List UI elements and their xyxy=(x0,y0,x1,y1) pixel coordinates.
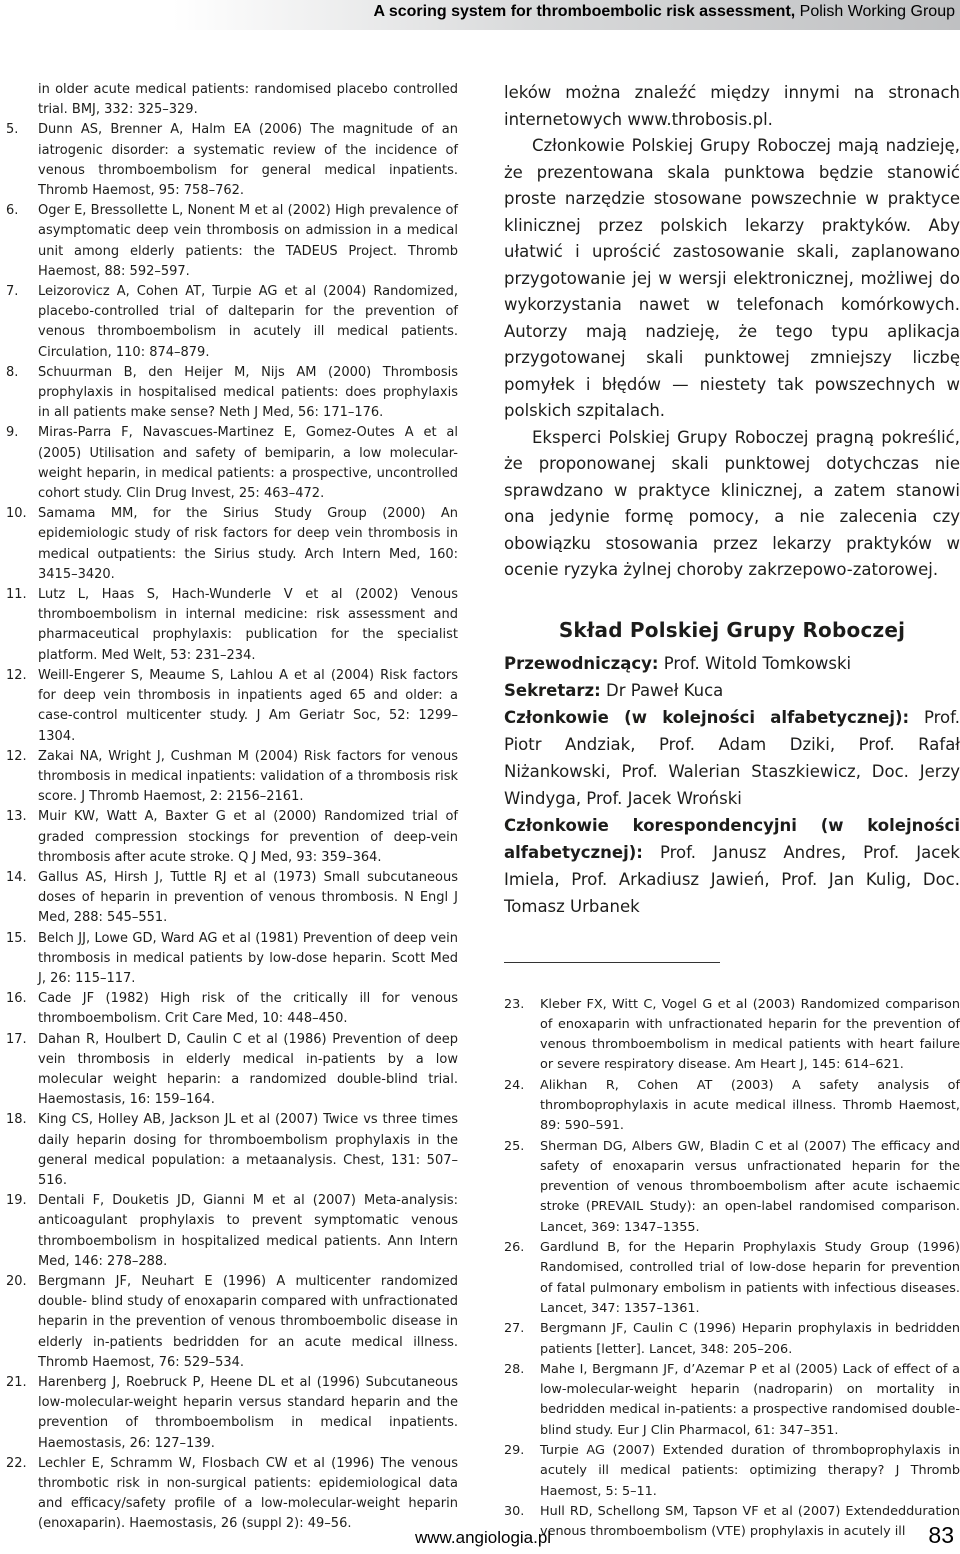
reference-item xyxy=(6,989,458,1029)
body-paragraph-3: Eksperci Polskiej Grupy Roboczej pragną pokreślić, że proponowanej skali punktowej dotychczas nie sprawdzano w praktyce klinicznej, a zatem stanowi ona jedynie formę pomocy, a nie zalecenia czy obowiązku stosowania przez lekarzy praktyków w ocenie ryzyka żylnej choroby zakrzepowo-zatorowej. xyxy=(504,427,960,579)
reference-item xyxy=(6,666,458,747)
reference-text: Harenberg J, Roebruck P, Heene DL et al (1996) Subcutaneous low-molecular-weight heparin versus standard heparin and the prevention of thromboembolism in medical inpatients. Haemostasis, 26: 127–139. xyxy=(38,1375,458,1451)
reference-text: Gallus AS, Hirsh J, Tuttle RJ et al (1973) Small subcutaneous doses of heparin in prevention of venous thrombosis. N Engl J Med, 288: 545–551. xyxy=(38,869,458,926)
reference-item xyxy=(6,585,458,666)
reference-item xyxy=(6,1454,458,1535)
reference-text: in older acute medical patients: randomised placebo controlled trial. BMJ, 332: 325–329. xyxy=(38,82,458,118)
reference-item xyxy=(6,282,458,363)
reference-number: 18. xyxy=(6,1112,27,1128)
right-column-references xyxy=(504,995,960,1543)
corresponding-label: Członkowie korespondencyjni (w kolejności alfabetycznej): xyxy=(504,815,960,862)
reference-text: Lechler E, Schramm W, Flosbach CW et al (1996) The venous thrombotic risk in non-surgical patients: epidemiological data and efficacy/safety profile of a low-molecular-weight heparin (enoxaparin). Haemostasis, 26 (suppl 2): 49–56. xyxy=(38,1455,458,1532)
body-paragraph-1: leków można znaleźć między innymi na stronach internetowych www.throbosis.pl. xyxy=(504,83,960,129)
reference-number: 6. xyxy=(6,203,19,219)
reference-item xyxy=(6,1373,458,1454)
reference-item xyxy=(6,1191,458,1272)
reference-text: Dentali F, Douketis JD, Gianni M et al (2007) Meta-analysis: anticoagulant prophylaxis to prevent symptomatic venous thromboembolism in hospitalized medical patients. Ann Intern Med, 146: 278–288. xyxy=(38,1193,458,1269)
reference-item xyxy=(6,423,458,504)
chair-value: Prof. Witold Tomkowski xyxy=(658,653,852,673)
reference-number: 16. xyxy=(6,991,27,1007)
reference-text: Sherman DG, Albers GW, Bladin C et al (2007) The efficacy and safety of enoxaparin versus unfractionated heparin for the prevention of venous thromboembolism after acute ischaemic stroke (PREVAIL Study): an open-label randomised comparison. Lancet, 369: 1347–1355. xyxy=(540,1138,960,1235)
reference-text: Bergmann JF, Neuhart E (1996) A multicenter randomized double- blind study of enoxaparin compared with unfractionated heparin in the prevention of venous thromboembolic disease in elderly in-patients bedridden for an acute medical illness. Thromb Haemost, 76: 529–534. xyxy=(38,1273,458,1370)
reference-item xyxy=(6,807,458,868)
reference-item xyxy=(504,1502,960,1543)
reference-item xyxy=(504,1441,960,1502)
secretary-label: Sekretarz: xyxy=(504,680,601,700)
reference-text: Miras-Parra F, Navascues-Martinez E, Gomez-Outes A et al (2005) Utilisation and safety of bemiparin, a low molecular-weight heparin, in medical patients: a prospective, uncontrolled cohort study. Clin Drug Invest, 25: 463–472. xyxy=(38,425,458,502)
reference-text: King CS, Holley AB, Jackson JL et al (2007) Twice vs three times daily heparin dosing for thromboembolism prophylaxis in the general medical population: a metaanalysis. Chest, 131: 507–516. xyxy=(38,1112,458,1188)
reference-number: 13. xyxy=(6,809,27,825)
left-column-references xyxy=(6,80,458,1535)
divider-rule xyxy=(504,962,720,963)
reference-item xyxy=(6,504,458,585)
reference-number: 9. xyxy=(6,425,19,441)
right-column xyxy=(504,80,960,1543)
footer-url: www.angiologia.pl xyxy=(415,1528,552,1547)
reference-text: Dunn AS, Brenner A, Halm EA (2006) The magnitude of an iatrogenic disorder: a systematic review of the incidence of venous thromboembolism for general medical inpatients. Thromb Haemost, 95: 758–762. xyxy=(38,122,458,199)
reference-text: Cade JF (1982) High risk of the critically ill for venous thromboembolism. Crit Care Med, 10: 448–450. xyxy=(38,991,458,1027)
reference-item xyxy=(504,1319,960,1360)
members-line xyxy=(504,704,960,812)
reference-text: Schuurman B, den Heijer M, Nijs AM (2000) Thrombosis prophylaxis in hospitalised medical patients: does prophylaxis in all patients make sense? Neth J Med, 56: 171–176. xyxy=(38,364,458,421)
reference-text: Lutz L, Haas S, Hach-Wunderle V et al (2002) Venous thromboembolism in internal medicine: risk assessment and pharmaceutical prophylaxis: publication for the specialist platform. Med Welt, 53: 231–234. xyxy=(38,587,458,663)
reference-item xyxy=(504,1137,960,1238)
reference-number: 8. xyxy=(6,364,19,380)
reference-text: Muir KW, Watt A, Baxter G et al (2000) Randomized trial of graded compression stockings for prevention of deep-vein thrombosis after acute stroke. Q J Med, 93: 359–364. xyxy=(38,809,458,865)
reference-number: 25. xyxy=(504,1138,525,1154)
reference-text: Kleber FX, Witt C, Vogel G et al (2003) Randomized comparison of enoxaparin with unfractionated heparin for the prevention of venous thromboembolism in medical patients with heart failure or severe respiratory disease. Am Heart J, 145: 614–621. xyxy=(540,996,960,1073)
reference-item xyxy=(6,120,458,201)
reference-item xyxy=(504,1076,960,1137)
reference-item xyxy=(504,995,960,1076)
reference-text: Belch JJ, Lowe GD, Ward AG et al (1981) Prevention of deep vein thrombosis in medical patients by low-dose heparin. Scott Med J, 26: 115–117. xyxy=(38,930,458,986)
reference-text: Alikhan R, Cohen AT (2003) A safety analysis of thromboprophylaxis in acute medical illness. Thromb Haemost, 89: 590–591. xyxy=(540,1077,960,1134)
secretary-line xyxy=(504,677,960,704)
secretary-value: Dr Paweł Kuca xyxy=(600,680,724,700)
chair-line xyxy=(504,650,960,677)
corresponding-value: Prof. Janusz Andres, Prof. Jacek Imiela, Prof. Arkadiusz Jawień, Prof. Jan Kulig, Doc. Tomasz Urbanek xyxy=(504,842,960,916)
reference-text: Weill-Engerer S, Meaume S, Lahlou A et al (2004) Risk factors for deep vein thrombosis in inpatients aged 65 and older: a case-control multicenter study. J Am Geriatr Soc, 52: 1299–1304. xyxy=(38,667,458,744)
reference-number: 11. xyxy=(6,587,27,603)
reference-number: 27. xyxy=(504,1321,525,1337)
reference-number: 23. xyxy=(504,996,525,1012)
reference-text: Leizorovicz A, Cohen AT, Turpie AG et al (2004) Randomized, placebo-controlled trial of dalteparin for the prevention of venous thromboembolism in acutely ill medical patients. Circulation, 110: 874–879. xyxy=(38,284,458,360)
reference-number: 7. xyxy=(6,284,19,300)
reference-text: Hull RD, Schellong SM, Tapson VF et al (2007) Extendedduration venous thromboembolism (VTE) prophylaxis in acutely ill xyxy=(540,1503,960,1540)
page-number: 83 xyxy=(928,1522,954,1548)
reference-number: 30. xyxy=(504,1503,525,1519)
reference-number: 14. xyxy=(6,869,27,885)
reference-item xyxy=(504,1360,960,1441)
reference-item xyxy=(6,868,458,929)
article-group: Polish Working Group xyxy=(795,3,955,20)
reference-number: 10. xyxy=(6,506,27,522)
reference-item xyxy=(6,1110,458,1191)
reference-item xyxy=(6,747,458,808)
reference-text: Mahe I, Bergmann JF, d’Azemar P et al (2005) Lack of effect of a low-molecular-weight heparin (nadroparin) on mortality in bedridden medical in-patients: a prospective randomised double-blind study. Eur J Clin Pharmacol, 61: 347–351. xyxy=(540,1361,960,1438)
reference-text: Bergmann JF, Caulin C (1996) Heparin prophylaxis in bedridden patients [letter]. Lancet, 348: 205–206. xyxy=(540,1321,960,1357)
reference-number: 17. xyxy=(6,1031,27,1047)
reference-number: 29. xyxy=(504,1443,525,1459)
members-value: Prof. Piotr Andziak, Prof. Adam Dziki, Prof. Rafał Niżankowski, Prof. Walerian Staszkiewicz, Doc. Jerzy Windyga, Prof. Jacek Wroński xyxy=(504,707,960,808)
reference-item xyxy=(6,201,458,282)
reference-number: 26. xyxy=(504,1240,525,1256)
reference-number: 20. xyxy=(6,1273,27,1289)
corresponding-members-line xyxy=(504,812,960,920)
reference-text: Samama MM, for the Sirius Study Group (2000) An epidemiologic study of risk factors for deep vein thrombosis in medical outpatients: the Sirius study. Arch Intern Med, 160: 3415–3420. xyxy=(38,506,458,582)
reference-number: 22. xyxy=(6,1455,27,1471)
reference-number: 19. xyxy=(6,1193,27,1209)
reference-number: 21. xyxy=(6,1375,27,1390)
reference-text: Zakai NA, Wright J, Cushman M (2004) Risk factors for venous thrombosis in medical inpatients: validation of a thrombosis risk score. J Thromb Haemost, 2: 2156–2161. xyxy=(38,748,458,805)
reference-item xyxy=(6,1030,458,1111)
reference-item xyxy=(6,1272,458,1373)
reference-number: 12. xyxy=(6,667,27,683)
reference-item xyxy=(6,80,458,120)
section-heading: Skład Polskiej Grupy Roboczej xyxy=(558,617,906,642)
reference-item xyxy=(504,1238,960,1319)
reference-text: Turpie AG (2007) Extended duration of thromboprophylaxis in acutely ill medical patients: optimizing therapy? J Thromb Haemost, 5: 5–11. xyxy=(540,1443,960,1499)
reference-text: Oger E, Bressollette L, Nonent M et al (2002) High prevalence of asymptomatic deep vein thrombosis on admission in a medical unit among elderly patients: the TADEUS Project. Thromb Haemost, 88: 592–597. xyxy=(38,203,458,279)
chair-label: Przewodniczący: xyxy=(504,653,659,673)
reference-text: Gardlund B, for the Heparin Prophylaxis Study Group (1996) Randomised, controlled trial of low-dose heparin for prevention of fatal pulmonary embolism in patients with infectious diseases. Lancet, 347: 1357–1361. xyxy=(540,1240,960,1316)
reference-number: 28. xyxy=(504,1361,525,1377)
running-header-text xyxy=(373,3,955,21)
members-label: Członkowie (w kolejności alfabetycznej): xyxy=(504,707,910,727)
reference-number: 15. xyxy=(6,930,27,946)
reference-item xyxy=(6,929,458,990)
article-title: A scoring system for thromboembolic risk assessment, xyxy=(373,3,796,20)
reference-number: 12. xyxy=(6,748,27,764)
reference-item xyxy=(6,363,458,424)
reference-text: Dahan R, Houlbert D, Caulin C et al (1986) Prevention of deep vein thrombosis in elderly medical in-patients by a low molecular weight heparin: a randomized double-blind trial. Haemostasis, 16: 159–164. xyxy=(38,1031,458,1108)
body-paragraph-2: Członkowie Polskiej Grupy Roboczej mają nadzieję, że prezentowana skala punktowa będzie stanowić proste narzędzie stosowane powszechnie w praktyce klinicznej przez polskich lekarzy praktyków. Aby ułatwić i uprościć zastosowanie skali, zaplanowano przygotowanie jej w wersji elektronicznej, możliwej do wykorzystania nawet w telefonach komórkowych. Autorzy mają nadzieję, że tego typu aplikacja przygotowanej skali punktowej zmniejszy liczbę pomyłek i błędów — niestety tak powszechnych w polskich szpitalach. xyxy=(504,136,960,420)
reference-number: 24. xyxy=(504,1077,525,1093)
running-header xyxy=(0,0,960,30)
reference-number: 5. xyxy=(6,122,19,138)
